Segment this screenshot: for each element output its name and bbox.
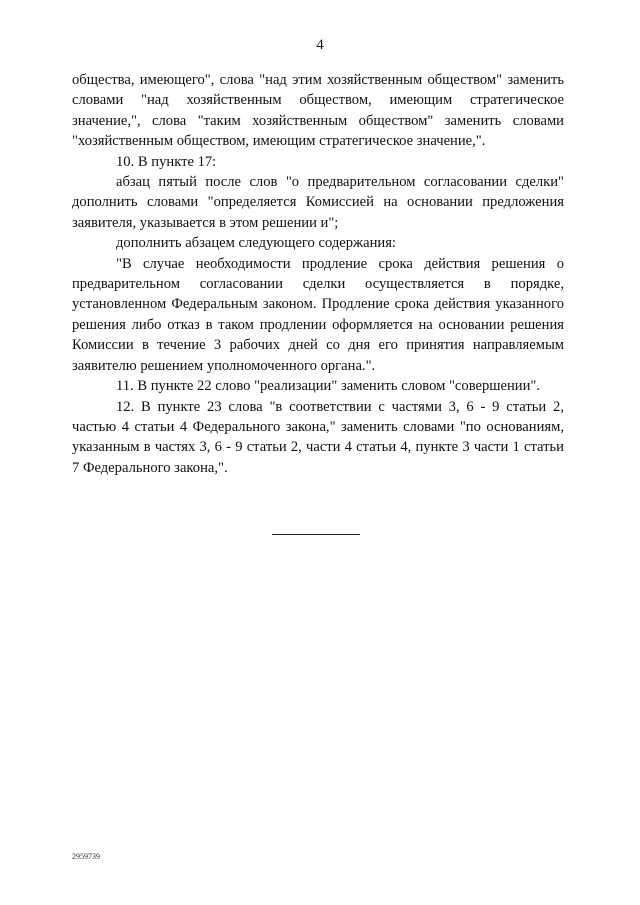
paragraph-item-10-heading: 10. В пункте 17: — [116, 153, 217, 170]
paragraph-item-12: 12. В пункте 23 слова "в соответствии с частями 3, 6 - 9 статьи 2, частью 4 статьи 4 Федерального закона," заменить словами "по основаниям, указанным в частях 3, 6 - 9 статьи 2, части 4 статьи 4, пункте 3 части 1 статьи 7 Федерального закона,". — [72, 398, 564, 476]
document-id: 2959739 — [72, 852, 100, 861]
paragraph-item-11: 11. В пункте 22 слово "реализации" заменить словом "совершении". — [116, 378, 541, 395]
paragraph-continuation: общества, имеющего", слова "над этим хозяйственным обществом" заменить словами "над хозяйственным обществом, имеющим стратегическое значение,", слова "таким хозяйственным обществом" заменить словами "хозяйственным обществом, имеющим стратегическое значение,". — [72, 72, 564, 150]
document-body — [72, 70, 564, 478]
paragraph-item-10-add-abzac: дополнить абзацем следующего содержания: — [116, 235, 396, 252]
paragraph-item-10-abzac-5: абзац пятый после слов "о предварительном согласовании сделки" дополнить словами "определяется Комиссией на основании предложения заявителя, указывается в этом решении и"; — [72, 174, 564, 231]
paragraph-item-10-quote: "В случае необходимости продление срока действия решения о предварительном согласовании сделки осуществляется в порядке, установленном Федеральным законом. Продление срока действия указанного решения либо отказ в таком продлении оформляется на основании решения Комиссии в течение 3 рабочих дней со дня его принятия направляемым заявителю решением уполномоченного органа.". — [72, 255, 564, 374]
page-number: 4 — [316, 37, 324, 53]
end-divider — [272, 534, 360, 535]
